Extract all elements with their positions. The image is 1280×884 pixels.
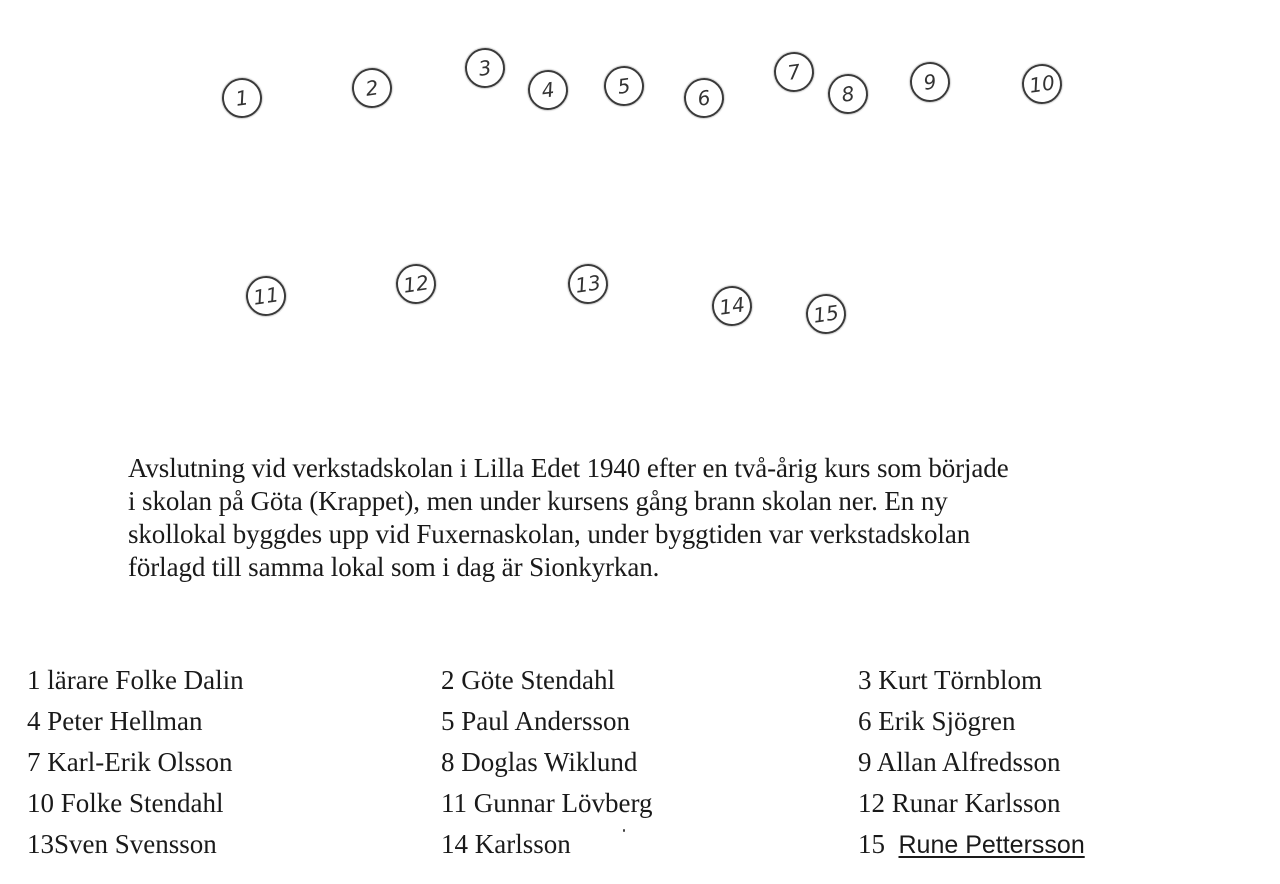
position-marker: 9 [907, 59, 952, 104]
caption-line: Avslutning vid verkstadskolan i Lilla Edet 1940 efter en två-årig kurs som började [128, 453, 1009, 483]
position-marker: 14 [709, 283, 754, 328]
names-column-1 [27, 660, 244, 865]
position-marker: 12 [393, 261, 438, 306]
position-marker: 15 [803, 291, 848, 336]
caption-line: i skolan på Göta (Krappet), men under kursens gång brann skolan ner. En ny [128, 486, 948, 516]
position-marker: 11 [243, 273, 288, 318]
name-entry: 8 Doglas Wiklund [441, 747, 638, 777]
name-entry: 2 Göte Stendahl [441, 665, 615, 695]
position-marker: 1 [219, 75, 264, 120]
name-entry: 5 Paul Andersson [441, 706, 630, 736]
names-column-2 [441, 660, 652, 865]
name-entry: 12 Runar Karlsson [858, 788, 1061, 818]
name-entry: 7 Karl-Erik Olsson [27, 747, 233, 777]
entry-name: Rune Pettersson [898, 831, 1085, 859]
name-entry: 9 Allan Alfredsson [858, 747, 1061, 777]
caption-line: förlagd till samma lokal som i dag är Sionkyrkan. [128, 552, 660, 582]
stray-mark [623, 829, 625, 832]
position-marker: 3 [462, 45, 507, 90]
caption-paragraph [128, 452, 1258, 584]
name-entry-underlined [858, 824, 1085, 865]
name-entry: 3 Kurt Törnblom [858, 665, 1042, 695]
position-marker: 2 [349, 65, 394, 110]
position-marker: 6 [681, 75, 726, 120]
caption-line: skollokal byggdes upp vid Fuxernaskolan, under byggtiden var verkstadskolan [128, 519, 971, 549]
position-marker: 10 [1019, 61, 1064, 106]
position-marker: 5 [601, 63, 646, 108]
position-marker: 4 [525, 67, 570, 112]
name-entry: 1 lärare Folke Dalin [27, 665, 244, 695]
entry-number: 15 [858, 829, 885, 859]
name-entry: 10 Folke Stendahl [27, 788, 224, 818]
position-marker: 8 [825, 71, 870, 116]
name-entry: 6 Erik Sjögren [858, 706, 1016, 736]
names-column-3 [858, 660, 1085, 865]
position-marker: 7 [771, 49, 816, 94]
name-entry: 11 Gunnar Lövberg [441, 788, 653, 818]
name-entry: 14 Karlsson [441, 829, 571, 859]
name-entry: 4 Peter Hellman [27, 706, 203, 736]
name-entry: 13Sven Svensson [27, 829, 217, 859]
position-marker: 13 [565, 261, 610, 306]
